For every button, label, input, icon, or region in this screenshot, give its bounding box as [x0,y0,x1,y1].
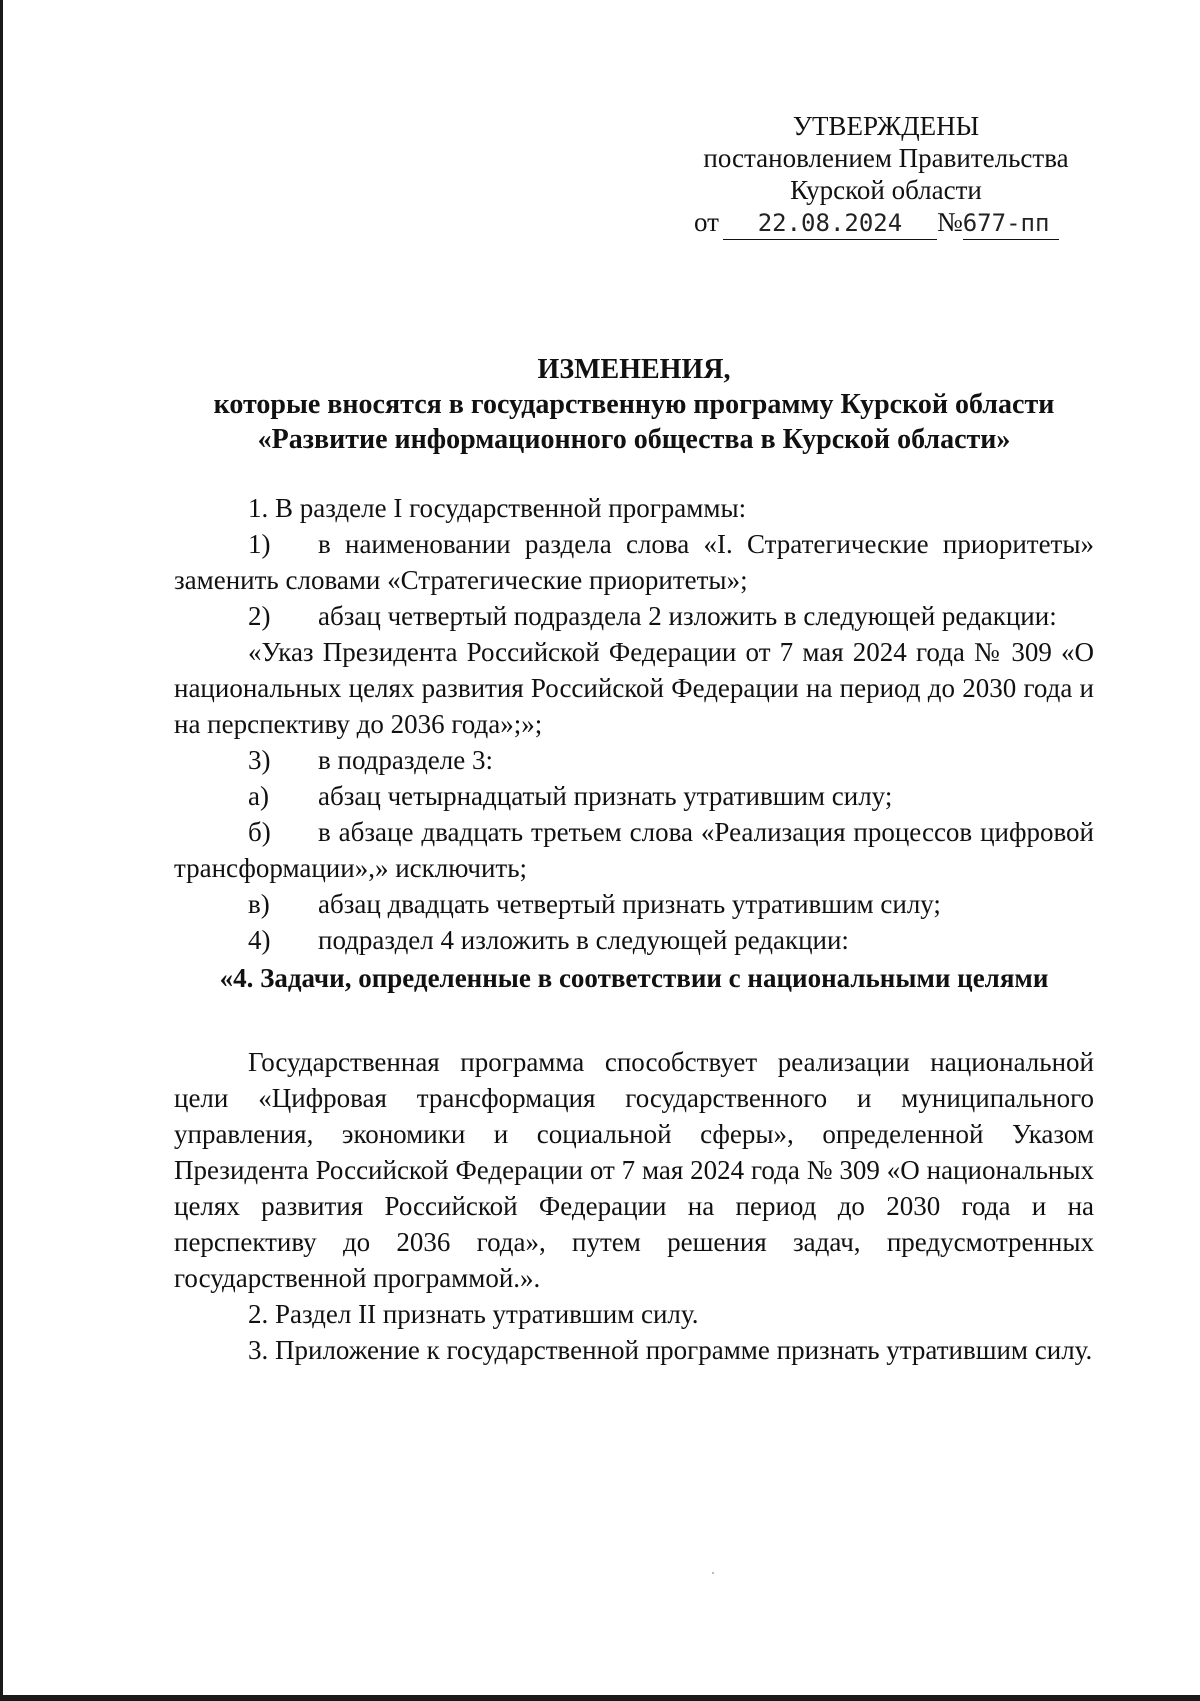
paragraph-2: 2. Раздел II признать утратившим силу. [248,1299,699,1329]
approval-line-resolution: постановлением Правительства [703,143,1069,173]
approval-title: УТВЕРЖДЕНЫ [792,111,980,141]
approval-number: 677-пп [963,207,1059,240]
item-3-text: в подразделе 3: [318,745,493,775]
item-b [174,814,1094,886]
item-4 [174,922,1094,958]
item-a-text: абзац четырнадцатый признать утратившим силу; [318,781,893,811]
item-v [174,886,1094,922]
scan-edge-left [0,0,3,1701]
item-2-marker: 2) [248,601,271,631]
subsection-heading: «4. Задачи, определенные в соответствии с национальными целями [219,963,1049,993]
item-4-marker: 4) [248,925,271,955]
item-v-text: абзац двадцать четвертый признать утратившим силу; [318,889,941,919]
quote-decree: «Указ Президента Российской Федерации от 7 мая 2024 года № 309 «О национальных целях развития Российской Федерации на период до 2030 года и на перспективу до 2036 года»;»; [174,637,1094,739]
approval-date-line [694,206,1059,240]
paragraph-1: 1. В разделе I государственной программы: [248,493,747,523]
item-b-marker: б) [248,817,271,847]
title-subline-program: которые вносятся в государственную программу Курской области [213,389,1055,420]
item-2-text: абзац четвертый подраздела 2 изложить в следующей редакции: [318,601,1057,631]
item-4-text: подраздел 4 изложить в следующей редакции: [318,925,849,955]
number-prefix: № [936,207,963,237]
spacer [174,996,1094,1044]
item-3 [174,742,1094,778]
item-3-marker: 3) [248,745,271,775]
date-prefix: от [694,207,719,237]
approval-line-region: Курской области [790,175,982,205]
item-1-marker: 1) [248,529,271,559]
paragraph-3: 3. Приложение к государственной программе признать утратившим силу. [248,1335,1093,1365]
item-v-marker: в) [248,889,270,919]
item-a [174,778,1094,814]
item-b-text: в абзаце двадцать третьем слова «Реализация процессов цифровой трансформации»,» исключить; [174,817,1094,883]
title-heading: ИЗМЕНЕНИЯ, [537,354,731,385]
paragraph-program: Государственная программа способствует реализации национальной цели «Цифровая трансформация государственного и муниципального управления, экономики и социальной сферы», определенной Указом Президента Российской Федерации от 7 мая 2024 года № 309 «О национальных целях развития Российской Федерации на период до 2030 года и на перспективу до 2036 года», путем решения задач, предусмотренных государственной программой.». [174,1047,1094,1293]
document-title [174,352,1094,457]
item-1 [174,526,1094,598]
title-subline-name: «Развитие информационного общества в Курской области» [257,424,1011,455]
document-body [174,490,1094,1368]
scan-edge-bottom [0,1695,1200,1701]
approval-date: 22.08.2024 [723,207,937,240]
item-a-marker: а) [248,781,269,811]
scan-speck [712,1572,714,1574]
item-1-text: в наименовании раздела слова «I. Стратегические приоритеты» заменить словами «Стратегические приоритеты»; [174,529,1094,595]
approval-stamp [686,110,1086,206]
item-2 [174,598,1094,634]
